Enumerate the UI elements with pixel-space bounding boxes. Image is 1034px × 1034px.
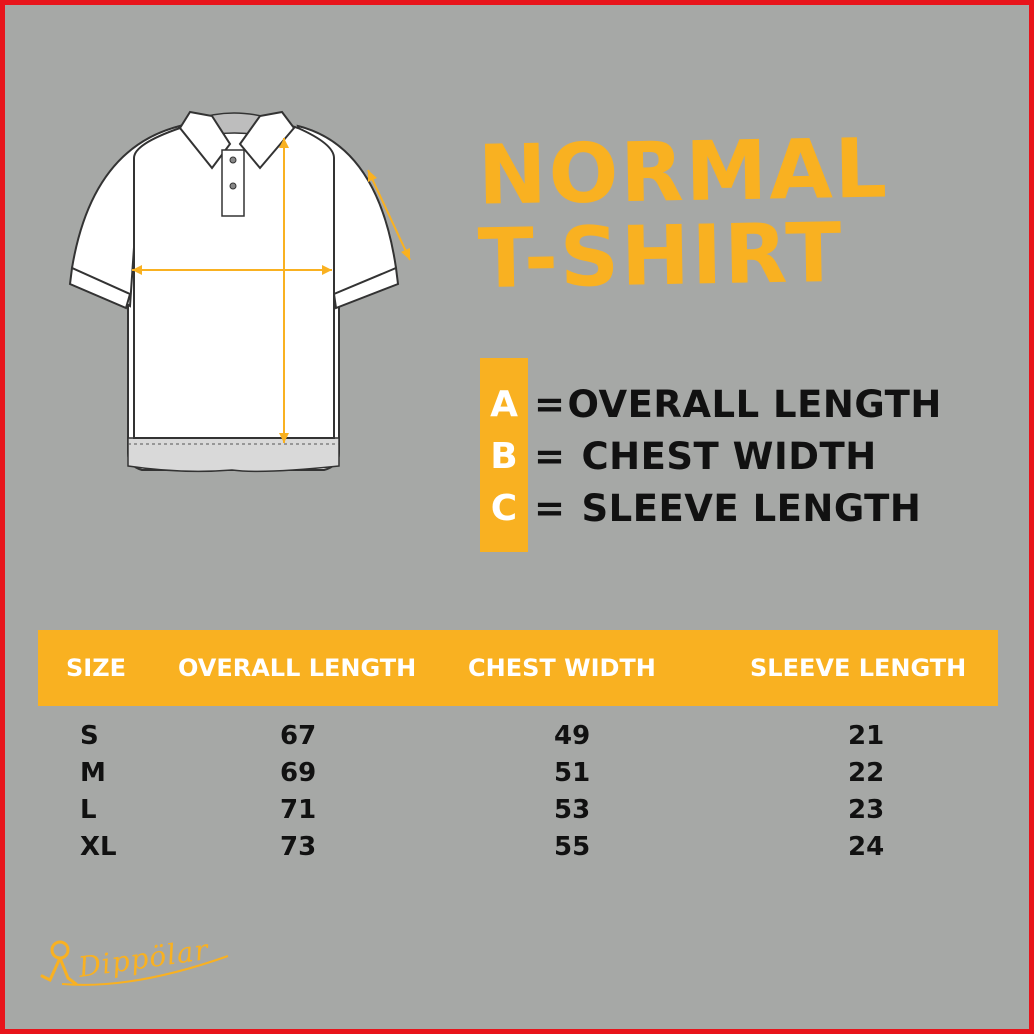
table-cell-chest: 55 — [554, 832, 591, 862]
header-overall-length: OVERALL LENGTH — [178, 654, 417, 682]
table-cell-overall: 69 — [280, 758, 317, 788]
table-cell-overall: 73 — [280, 832, 317, 862]
legend-letter-c: C — [490, 488, 518, 529]
title-line-1: NORMAL — [477, 121, 890, 224]
table-cell-chest: 53 — [554, 795, 591, 825]
legend-label-sleeve-length: SLEEVE LENGTH — [581, 487, 922, 530]
table-cell-overall: 67 — [280, 721, 317, 751]
table-cell-size: M — [80, 758, 106, 788]
table-cell-chest: 51 — [554, 758, 591, 788]
legend-eq: = — [534, 487, 566, 530]
table-cell-overall: 71 — [280, 795, 317, 825]
legend-letter-b: B — [490, 436, 518, 477]
legend-row-a — [534, 380, 942, 430]
header-sleeve-length: SLEEVE LENGTH — [750, 654, 967, 682]
legend-label-chest-width: CHEST WIDTH — [581, 435, 877, 478]
table-cell-size: L — [80, 795, 97, 825]
table-cell-sleeve: 23 — [848, 795, 885, 825]
legend-label-overall-length: OVERALL LENGTH — [567, 383, 942, 426]
legend-letter-a: A — [490, 384, 518, 425]
table-cell-chest: 49 — [554, 721, 591, 751]
table-cell-size: S — [80, 721, 99, 751]
polo-shirt-icon — [62, 98, 422, 483]
table-cell-sleeve: 22 — [848, 758, 885, 788]
legend-row-c — [534, 484, 921, 534]
legend-eq: = — [534, 383, 566, 426]
table-cell-sleeve: 24 — [848, 832, 885, 862]
table-cell-sleeve: 21 — [848, 721, 885, 751]
legend-eq: = — [534, 435, 566, 478]
brand-name: Dippölar — [76, 933, 211, 984]
header-size: SIZE — [66, 654, 127, 682]
header-chest-width: CHEST WIDTH — [468, 654, 656, 682]
legend-row-b — [534, 432, 877, 482]
table-cell-size: XL — [80, 832, 117, 862]
title-line-2: T-SHIRT — [477, 205, 845, 308]
